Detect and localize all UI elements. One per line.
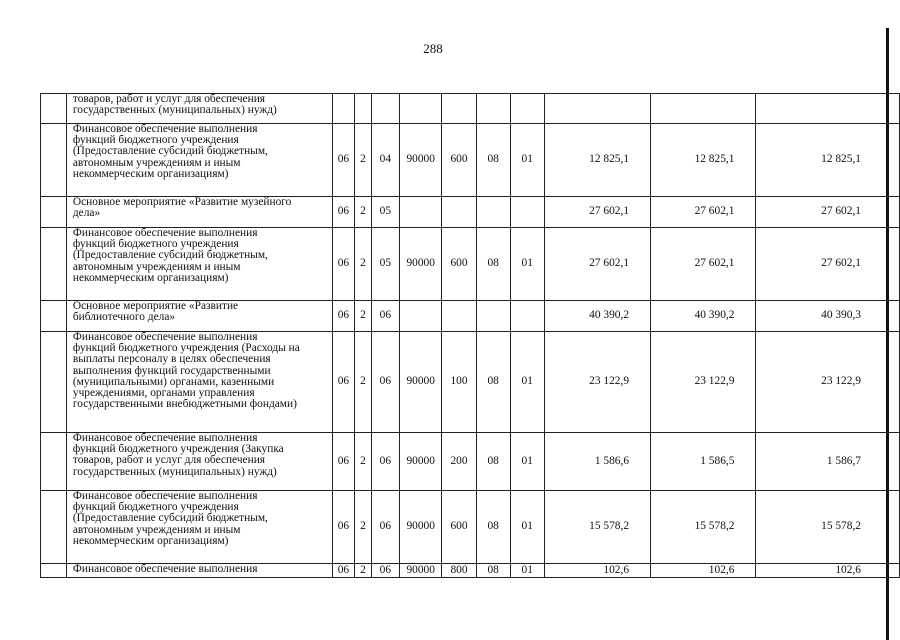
code-cell: 06 (371, 332, 399, 433)
code-cell: 01 (510, 124, 544, 197)
code-cell: 04 (371, 124, 399, 197)
amount-cell: 27 602,1 (651, 197, 756, 228)
code-cell: 2 (355, 301, 372, 332)
code-cell (332, 94, 355, 124)
amount-cell: 1 586,6 (544, 433, 650, 491)
blank-cell (41, 564, 67, 578)
code-cell: 2 (355, 197, 372, 228)
code-cell (476, 197, 510, 228)
code-cell: 06 (371, 491, 399, 564)
amount-cell: 1 586,5 (651, 433, 756, 491)
amount-cell: 12 825,1 (651, 124, 756, 197)
code-cell (476, 301, 510, 332)
code-cell: 800 (442, 564, 476, 578)
code-cell: 06 (371, 433, 399, 491)
table-row (41, 228, 900, 301)
table-row (41, 124, 900, 197)
code-cell: 05 (371, 197, 399, 228)
description-cell: Финансовое обеспечение выполнения функций бюджетного учреждения (Предоставление субсидий бюджетным, автономным учреждениям и иным некоммерческим организациям) (66, 124, 332, 197)
amount-cell (651, 94, 756, 124)
code-cell (510, 94, 544, 124)
amount-cell: 27 602,1 (756, 228, 900, 301)
blank-cell (41, 301, 67, 332)
code-cell (371, 94, 399, 124)
amount-cell: 102,6 (756, 564, 900, 578)
code-cell: 90000 (400, 228, 442, 301)
code-cell (476, 94, 510, 124)
description-cell: Основное мероприятие «Развитие библиотечного дела» (66, 301, 332, 332)
code-cell: 01 (510, 228, 544, 301)
blank-cell (41, 332, 67, 433)
code-cell: 06 (332, 491, 355, 564)
code-cell: 600 (442, 491, 476, 564)
code-cell: 08 (476, 433, 510, 491)
description-cell: Основное мероприятие «Развитие музейного дела» (66, 197, 332, 228)
amount-cell: 40 390,2 (544, 301, 650, 332)
code-cell: 90000 (400, 332, 442, 433)
table-row (41, 197, 900, 228)
code-cell: 08 (476, 124, 510, 197)
code-cell (442, 94, 476, 124)
code-cell: 06 (332, 332, 355, 433)
code-cell: 06 (332, 124, 355, 197)
code-cell: 06 (332, 564, 355, 578)
amount-cell: 15 578,2 (544, 491, 650, 564)
amount-cell: 23 122,9 (756, 332, 900, 433)
code-cell: 90000 (400, 433, 442, 491)
code-cell: 05 (371, 228, 399, 301)
code-cell: 90000 (400, 124, 442, 197)
code-cell: 01 (510, 332, 544, 433)
code-cell: 01 (510, 491, 544, 564)
amount-cell: 27 602,1 (651, 228, 756, 301)
code-cell: 08 (476, 491, 510, 564)
blank-cell (41, 433, 67, 491)
code-cell (400, 94, 442, 124)
amount-cell: 23 122,9 (651, 332, 756, 433)
amount-cell (544, 94, 650, 124)
code-cell (400, 301, 442, 332)
code-cell: 2 (355, 332, 372, 433)
description-cell: Финансовое обеспечение выполнения функций бюджетного учреждения (Расходы на выплаты персоналу в целях обеспечения выполнения функций государственными (муниципальными) органами, казенными учреждениями, органами управления государственными внебюджетными фондами) (66, 332, 332, 433)
code-cell: 2 (355, 228, 372, 301)
code-cell: 2 (355, 491, 372, 564)
amount-cell (756, 94, 900, 124)
description-cell: Финансовое обеспечение выполнения функций бюджетного учреждения (Закупка товаров, работ и услуг для обеспечения государственных (муниципальных) нужд) (66, 433, 332, 491)
code-cell: 200 (442, 433, 476, 491)
amount-cell: 23 122,9 (544, 332, 650, 433)
description-cell: товаров, работ и услуг для обеспечения государственных (муниципальных) нужд) (66, 94, 332, 124)
code-cell: 90000 (400, 564, 442, 578)
blank-cell (41, 228, 67, 301)
code-cell (442, 301, 476, 332)
code-cell: 2 (355, 564, 372, 578)
code-cell: 90000 (400, 491, 442, 564)
amount-cell: 12 825,1 (756, 124, 900, 197)
blank-cell (41, 491, 67, 564)
code-cell: 06 (332, 433, 355, 491)
code-cell: 01 (510, 433, 544, 491)
amount-cell: 27 602,1 (544, 228, 650, 301)
amount-cell: 15 578,2 (756, 491, 900, 564)
code-cell (442, 197, 476, 228)
page-number: 288 (423, 41, 443, 56)
code-cell: 600 (442, 124, 476, 197)
blank-cell (41, 124, 67, 197)
table-row (41, 491, 900, 564)
code-cell: 100 (442, 332, 476, 433)
amount-cell: 12 825,1 (544, 124, 650, 197)
table-row (41, 564, 900, 578)
code-cell (510, 301, 544, 332)
code-cell: 2 (355, 124, 372, 197)
code-cell: 06 (332, 228, 355, 301)
code-cell: 08 (476, 564, 510, 578)
table-row (41, 433, 900, 491)
description-cell: Финансовое обеспечение выполнения функций бюджетного учреждения (Предоставление субсидий бюджетным, автономным учреждениям и иным некоммерческим организациям) (66, 228, 332, 301)
table-row (41, 332, 900, 433)
code-cell: 600 (442, 228, 476, 301)
code-cell (510, 197, 544, 228)
amount-cell: 40 390,3 (756, 301, 900, 332)
code-cell: 06 (371, 564, 399, 578)
blank-cell (41, 197, 67, 228)
amount-cell: 102,6 (651, 564, 756, 578)
amount-cell: 27 602,1 (756, 197, 900, 228)
table-row (41, 94, 900, 124)
code-cell: 01 (510, 564, 544, 578)
description-cell: Финансовое обеспечение выполнения (66, 564, 332, 578)
code-cell (355, 94, 372, 124)
code-cell: 06 (332, 197, 355, 228)
code-cell: 06 (332, 301, 355, 332)
code-cell: 2 (355, 433, 372, 491)
description-cell: Финансовое обеспечение выполнения функций бюджетного учреждения (Предоставление субсидий бюджетным, автономным учреждениям и иным некоммерческим организациям) (66, 491, 332, 564)
amount-cell: 1 586,7 (756, 433, 900, 491)
code-cell: 08 (476, 228, 510, 301)
amount-cell: 27 602,1 (544, 197, 650, 228)
table-row (41, 301, 900, 332)
code-cell: 06 (371, 301, 399, 332)
amount-cell: 15 578,2 (651, 491, 756, 564)
code-cell (400, 197, 442, 228)
blank-cell (41, 94, 67, 124)
code-cell: 08 (476, 332, 510, 433)
amount-cell: 102,6 (544, 564, 650, 578)
amount-cell: 40 390,2 (651, 301, 756, 332)
budget-table (40, 93, 900, 578)
